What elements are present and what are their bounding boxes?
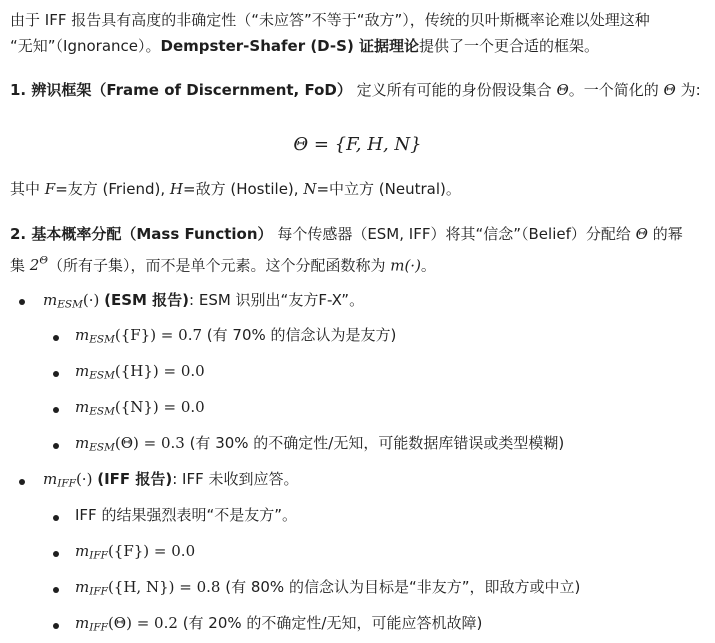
esm-item-1-note: (有 70% 的信念认为是友方) <box>202 326 397 344</box>
iff-item-2-arg: ({H, N}) = 0.8 <box>107 578 221 596</box>
esm-item-4-note: (有 30% 的不确定性/无知，可能数据库错误或类型模糊) <box>184 434 565 452</box>
power-base: 2 <box>29 256 40 275</box>
section-2-text-b: 的幂 <box>647 225 683 243</box>
iff-header <box>43 467 299 496</box>
esm-title: (ESM 报告) <box>104 291 190 309</box>
m-letter: m <box>75 326 90 344</box>
bullet-esm <box>19 299 25 305</box>
iff-item-2-math <box>75 578 220 596</box>
iff-subscript: IFF <box>57 477 76 490</box>
esm-subscript: ESM <box>89 405 115 418</box>
section-2-heading-line <box>10 222 683 246</box>
bullet-esm-1 <box>53 335 59 341</box>
iff-item-3 <box>75 611 482 640</box>
section-1-text-c: 为: <box>675 81 701 99</box>
esm-item-2 <box>75 359 205 388</box>
H-symbol: H <box>169 180 184 198</box>
bullet-iff-1 <box>53 551 59 557</box>
m-letter: m <box>43 470 58 488</box>
esm-subscript: ESM <box>89 369 115 382</box>
dot-arg: (·) <box>75 470 93 488</box>
esm-item-4-math <box>75 434 185 452</box>
F-symbol: F <box>44 180 56 198</box>
section-1-text-b: 。一个简化的 <box>568 81 664 99</box>
m-letter: m <box>75 542 90 560</box>
def-prefix: 其中 <box>10 180 45 198</box>
section-2-line2-a: 集 <box>10 256 30 275</box>
section-2-line2-b: （所有子集），而不是单个元素。这个分配函数称为 <box>47 256 391 275</box>
iff-desc: : IFF 未收到应答。 <box>172 470 299 488</box>
esm-item-2-math <box>75 362 205 380</box>
iff-item-1 <box>75 539 195 568</box>
theta-symbol-3: Θ <box>635 225 648 243</box>
iff-item-2-note: (有 80% 的信念认为目标是“非友方”，即敌方或中立) <box>220 578 581 596</box>
esm-header <box>43 288 364 317</box>
iff-subscript: IFF <box>89 621 108 634</box>
dot-arg: (·) <box>82 291 100 309</box>
theta-symbol: Θ <box>556 81 569 99</box>
esm-item-3-arg: ({N}) = 0.0 <box>114 398 205 416</box>
esm-item-1 <box>75 323 396 352</box>
section-1-heading: 1. 辨识框架（Frame of Discernment, FoD） <box>10 81 352 99</box>
esm-m <box>43 291 99 309</box>
esm-item-4 <box>75 431 564 460</box>
bullet-esm-4 <box>53 443 59 449</box>
esm-item-1-math <box>75 326 202 344</box>
iff-item-1-arg: ({F}) = 0.0 <box>107 542 196 560</box>
mass-function: m(·) <box>390 256 421 275</box>
section-2-line2-c: 。 <box>420 256 436 275</box>
def-neutral: =中立方 (Neutral)。 <box>316 180 461 198</box>
section-1-heading-line <box>10 78 701 102</box>
section-1-text-a: 定义所有可能的身份假设集合 <box>356 81 557 99</box>
theta-symbol-2: Θ <box>663 81 676 99</box>
power-exponent: Θ <box>39 255 48 267</box>
esm-desc: : ESM 识别出“友方F-X”。 <box>189 291 365 309</box>
m-letter: m <box>75 578 90 596</box>
def-hostile: =敌方 (Hostile), <box>183 180 304 198</box>
iff-subscript: IFF <box>89 585 108 598</box>
bullet-iff <box>19 479 25 485</box>
iff-item-3-math <box>75 614 178 632</box>
iff-item-3-note: (有 20% 的不确定性/无知，可能应答机故障) <box>177 614 483 632</box>
m-letter: m <box>75 434 90 452</box>
esm-subscript: ESM <box>89 441 115 454</box>
m-letter: m <box>43 291 58 309</box>
def-friend: =友方 (Friend), <box>55 180 170 198</box>
theta-formula: Θ = {F, H, N} <box>293 134 422 155</box>
bullet-esm-3 <box>53 407 59 413</box>
intro-tail: 提供了一个更合适的框架。 <box>419 37 600 55</box>
iff-plain: IFF 的结果强烈表明“不是友方”。 <box>75 506 297 524</box>
m-letter: m <box>75 398 90 416</box>
esm-subscript: ESM <box>89 333 115 346</box>
esm-item-3-math <box>75 398 205 416</box>
iff-item-1-math <box>75 542 195 560</box>
intro-line-1: 由于 IFF 报告具有高度的非确定性（“未应答”不等于“敌方”），传统的贝叶斯概率论难以处理这种 <box>10 11 650 29</box>
iff-item-3-arg: (Θ) = 0.2 <box>107 614 178 632</box>
m-letter: m <box>75 614 90 632</box>
section-2-line-2 <box>10 249 436 277</box>
bullet-esm-2 <box>53 371 59 377</box>
esm-subscript: ESM <box>57 298 83 311</box>
esm-item-3 <box>75 395 205 424</box>
esm-item-2-arg: ({H}) = 0.0 <box>114 362 205 380</box>
section-2-heading: 2. 基本概率分配（Mass Function） <box>10 225 273 243</box>
esm-item-4-arg: (Θ) = 0.3 <box>114 434 185 452</box>
iff-item-2 <box>75 575 580 604</box>
intro-line-2 <box>10 34 599 58</box>
esm-item-1-arg: ({F}) = 0.7 <box>114 326 203 344</box>
N-symbol: N <box>303 180 317 198</box>
iff-m <box>43 470 92 488</box>
intro-ignorance: “无知”（Ignorance）。 <box>10 37 161 55</box>
iff-title: (IFF 报告) <box>97 470 173 488</box>
bullet-iff-3 <box>53 623 59 629</box>
bullet-iff-2 <box>53 587 59 593</box>
fod-definition <box>10 177 461 201</box>
m-letter: m <box>75 362 90 380</box>
iff-subscript: IFF <box>89 549 108 562</box>
ds-theory-term: Dempster-Shafer (D-S) 证据理论 <box>160 37 420 55</box>
section-2-text-a: 每个传感器（ESM, IFF）将其“信念”（Belief）分配给 <box>277 225 636 243</box>
bullet-iff-0 <box>53 515 59 521</box>
power-set <box>30 256 48 274</box>
